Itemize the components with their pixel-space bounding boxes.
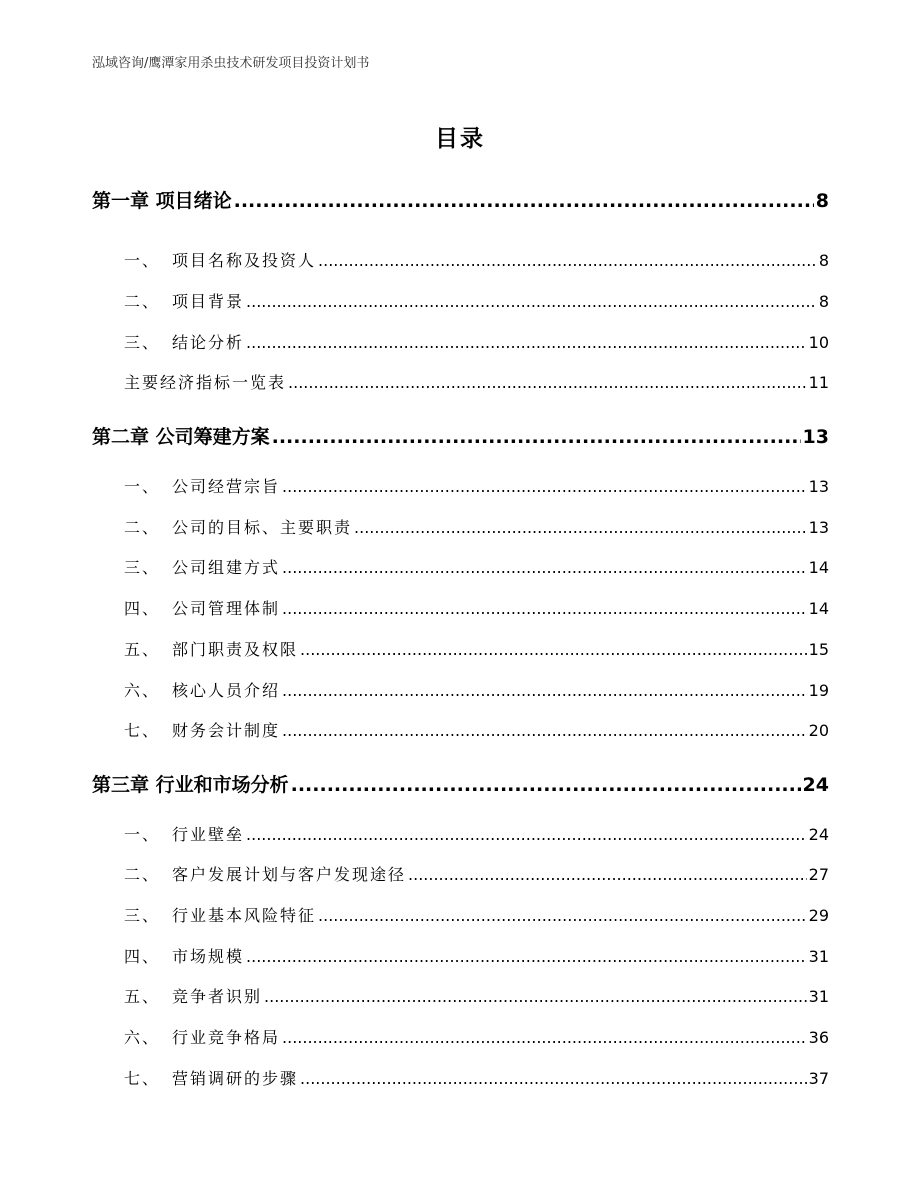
toc-page-number: 8 [818,251,829,270]
toc-entry-number: 五、 [124,640,161,659]
toc-page-number: 29 [808,906,829,925]
toc-page-number: 10 [808,333,829,352]
toc-entry-label [124,370,286,393]
toc-chapter-entry[interactable] [92,422,829,449]
toc-entry-text: 结论分析 [172,333,245,352]
toc-entry-text: 部门职责及权限 [172,640,299,659]
toc-entry-number: 七、 [124,721,161,740]
toc-entry-number: 一、 [124,477,161,496]
dot-leader [282,1028,807,1047]
toc-entry-label: 第二章 公司筹建方案 [92,426,270,448]
toc-section-entry[interactable] [92,718,829,741]
dot-leader [246,292,817,311]
toc-entry-label [124,822,244,845]
toc-section-entry[interactable] [92,555,829,578]
dot-leader [318,906,807,925]
dot-leader [264,987,807,1006]
toc-entry-text: 核心人员介绍 [172,681,281,700]
toc-section-entry[interactable] [92,289,829,312]
toc-entry-number: 三、 [124,558,161,577]
toc-entry-label [124,289,244,312]
toc-page-number: 14 [808,599,829,618]
dot-leader [246,333,807,352]
toc-page-number: 14 [808,558,829,577]
dot-leader [408,865,807,884]
toc-section-entry[interactable] [92,862,829,885]
toc-entry-label [124,944,244,967]
toc-page-number: 11 [808,373,829,392]
toc-section-entry[interactable] [92,1066,829,1089]
toc-page-number: 19 [808,681,829,700]
toc-entry-text: 行业壁垒 [172,825,245,844]
dot-leader [282,681,807,700]
toc-entry-text: 项目名称及投资人 [172,251,317,270]
toc-entry-text: 行业基本风险特征 [172,906,317,925]
toc-page-number: 8 [818,292,829,311]
dot-leader [246,947,807,966]
toc-entry-text: 营销调研的步骤 [172,1069,299,1088]
toc-entry-label [124,248,316,271]
dot-leader [234,190,814,212]
dot-leader [354,518,807,537]
toc-page-number: 31 [808,947,829,966]
dot-leader [282,477,807,496]
toc-section-entry[interactable] [92,944,829,967]
toc-entry-number: 四、 [124,599,161,618]
toc-entry-text: 市场规模 [172,947,245,966]
toc-section-entry[interactable] [92,984,829,1007]
toc-entry-label: 第一章 项目绪论 [92,190,232,212]
toc-section-entry[interactable] [92,1025,829,1048]
running-header: 泓域咨询/鹰潭家用杀虫技术研发项目投资计划书 [92,56,370,71]
toc-page-number: 24 [802,774,829,796]
toc-section-entry[interactable] [92,330,829,353]
toc-entry-label: 第三章 行业和市场分析 [92,774,289,796]
dot-leader [282,599,807,618]
toc-page-number: 27 [808,865,829,884]
toc-entry-text: 公司经营宗旨 [172,477,281,496]
toc-title: 目录 [435,126,485,152]
toc-section-entry[interactable] [92,637,829,660]
toc-section-entry[interactable] [92,248,829,271]
toc-entry-label [124,1066,298,1089]
dot-leader [318,251,817,270]
dot-leader [272,426,801,448]
toc-entry-text: 公司组建方式 [172,558,281,577]
toc-chapter-entry[interactable] [92,186,829,213]
toc-entry-label [124,515,352,538]
dot-leader [246,825,807,844]
toc-entry-label [124,596,280,619]
toc-section-entry[interactable] [92,678,829,701]
toc-section-entry[interactable] [92,903,829,926]
toc-entry-number: 二、 [124,292,161,311]
toc-page-number: 36 [808,1028,829,1047]
toc-page-number: 13 [808,518,829,537]
dot-leader [282,721,807,740]
toc-page-number: 8 [815,190,829,212]
toc-entry-number: 五、 [124,987,161,1006]
toc-entry-text: 行业竞争格局 [172,1028,281,1047]
toc-entry-number: 四、 [124,947,161,966]
toc-entry-number: 三、 [124,906,161,925]
toc-entry-text: 项目背景 [172,292,245,311]
toc-entry-text: 财务会计制度 [172,721,281,740]
toc-entry-number: 一、 [124,251,161,270]
toc-entry-label [124,637,298,660]
toc-page-number: 24 [808,825,829,844]
dot-leader [282,558,807,577]
toc-entry-number: 二、 [124,865,161,884]
toc-entry-number: 七、 [124,1069,161,1088]
toc-page-number: 31 [808,987,829,1006]
dot-leader [288,373,807,392]
toc-entry-number: 六、 [124,1028,161,1047]
toc-page-number: 13 [808,477,829,496]
toc-section-entry[interactable] [92,596,829,619]
toc-entry-text: 客户发展计划与客户发现途径 [172,865,407,884]
toc-entry-label [124,984,262,1007]
toc-page-number: 15 [808,640,829,659]
toc-page-number: 13 [802,426,829,448]
toc-entry-label [124,903,316,926]
dot-leader [291,774,801,796]
toc-section-entry[interactable] [92,474,829,497]
dot-leader [300,640,807,659]
toc-entry-label [124,330,244,353]
toc-entry-number: 三、 [124,333,161,352]
toc-section-entry[interactable] [92,515,829,538]
toc-entry-text: 公司管理体制 [172,599,281,618]
toc-entry-label [124,474,280,497]
toc-entry-number: 一、 [124,825,161,844]
toc-entry-text: 竞争者识别 [172,987,263,1006]
toc-entry-number: 六、 [124,681,161,700]
toc-entry-label [124,555,280,578]
toc-section-entry[interactable] [92,370,829,393]
toc-page-number: 37 [808,1069,829,1088]
toc-entry-label [124,1025,280,1048]
toc-page-number: 20 [808,721,829,740]
toc-entry-text: 主要经济指标一览表 [124,373,287,392]
toc-entry-number: 二、 [124,518,161,537]
dot-leader [300,1069,807,1088]
toc-section-entry[interactable] [92,822,829,845]
toc-entry-label [124,718,280,741]
toc-entry-label [124,862,406,885]
toc-entry-text: 公司的目标、主要职责 [172,518,353,537]
toc-chapter-entry[interactable] [92,770,829,797]
toc-entry-label [124,678,280,701]
